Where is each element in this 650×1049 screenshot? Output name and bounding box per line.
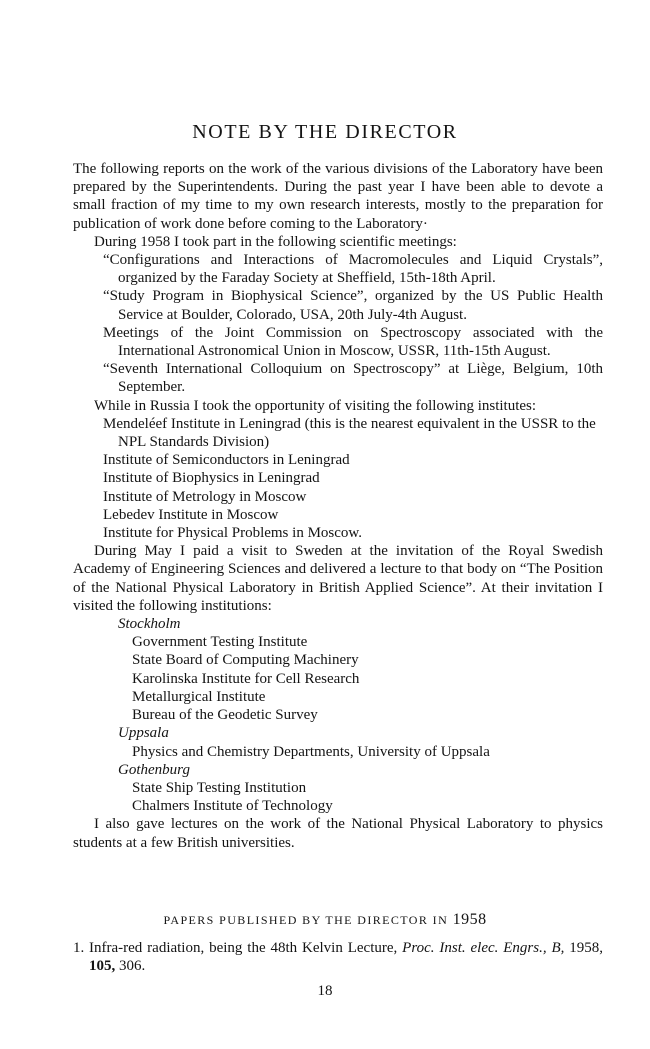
russia-institute-item: Institute for Physical Problems in Moscow. [103, 525, 363, 542]
lectures-paragraph: I also gave lectures on the work of the National Physical Laboratory to physics students at a few British universities. [73, 816, 603, 851]
sweden-institution-item: State Board of Computing Machinery [132, 652, 359, 669]
city-heading: Stockholm [118, 616, 181, 633]
sweden-institution-item: Karolinska Institute for Cell Research [132, 670, 360, 687]
paper-volume: 105, [89, 958, 116, 975]
paper-journal: Proc. Inst. elec. Engrs., B, [402, 940, 565, 956]
russia-institute-item: Lebedev Institute in Moscow [103, 506, 279, 523]
sweden-institution-item: Metallurgical Institute [132, 688, 266, 705]
meeting-item: “Seventh International Colloquium on Spectroscopy” at Liège, Belgium, 10th September. [103, 361, 603, 396]
sweden-intro: During May I paid a visit to Sweden at the invitation of the Royal Swedish Academy of Engineering Sciences and delivered a lecture to that body on “The Position of the National Physical Laboratory in British Applied Science”. At their invitation I visited the following institutions: [73, 543, 603, 614]
meeting-item: “Configurations and Interactions of Macromolecules and Liquid Crystals”, organized by the Faraday Society at Sheffield, 15th-18th April. [103, 252, 603, 287]
russia-institute-item: Institute of Metrology in Moscow [103, 488, 307, 505]
paper-pages: 306. [119, 958, 146, 975]
russia-institute-item: Mendeléef Institute in Leningrad (this is the nearest equivalent in the USSR to the NPL Standards Division) [103, 415, 596, 451]
papers-heading-year: 1958 [452, 911, 487, 928]
city-heading: Uppsala [118, 725, 169, 742]
intro-paragraph: The following reports on the work of the various divisions of the Laboratory have been prepared by the Superintendents. During the past year I have been able to devote a small fraction of my time to my own research interests, mostly to the preparation for publication of work done before coming to the Laboratory· [73, 161, 603, 232]
paper-title: Infra-red radiation, being the 48th Kelvin Lecture, [89, 940, 398, 956]
sweden-institution-item: Physics and Chemistry Departments, University of Uppsala [132, 743, 490, 760]
papers-heading [0, 911, 650, 929]
meetings-intro: During 1958 I took part in the following scientific meetings: [94, 233, 457, 250]
sweden-institution-item: State Ship Testing Institution [132, 779, 307, 796]
city-heading: Gothenburg [118, 761, 190, 778]
page-title: NOTE BY THE DIRECTOR [192, 121, 458, 143]
paper-year: 1958, [569, 940, 604, 956]
paper-entry [73, 939, 603, 975]
sweden-institution-item: Bureau of the Geodetic Survey [132, 707, 318, 724]
meeting-item: Meetings of the Joint Commission on Spectroscopy associated with the International Astronomical Union in Moscow, USSR, 11th-15th August. [103, 324, 603, 360]
russia-institute-item: Institute of Semiconductors in Leningrad [103, 452, 350, 469]
sweden-institution-item: Government Testing Institute [132, 634, 308, 651]
paper-citation [89, 939, 603, 975]
meeting-item: “Study Program in Biophysical Science”, organized by the US Public Health Service at Boulder, Colorado, USA, 20th July-4th August. [103, 288, 603, 323]
papers-heading-label: PAPERS PUBLISHED BY THE DIRECTOR IN [163, 913, 449, 927]
page-number: 18 [317, 983, 333, 999]
russia-institute-item: Institute of Biophysics in Leningrad [103, 470, 320, 487]
report-body [73, 160, 603, 852]
sweden-institution-item: Chalmers Institute of Technology [132, 798, 333, 815]
paper-number: 1. [73, 940, 85, 956]
russia-intro: While in Russia I took the opportunity of visiting the following institutes: [94, 397, 537, 414]
